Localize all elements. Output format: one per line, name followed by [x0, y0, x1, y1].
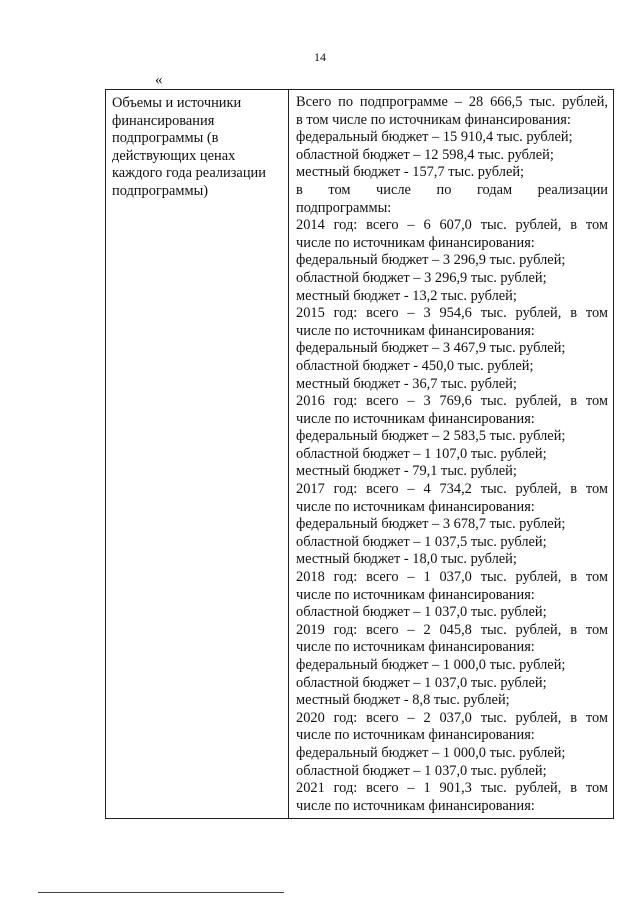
funding-line: областной бюджет – 1 037,5 тыс. рублей;	[296, 533, 547, 550]
funding-line: 2015 год: всего – 3 954,6 тыс. рублей, в том	[296, 305, 608, 322]
funding-line: областной бюджет – 1 037,0 тыс. рублей;	[296, 674, 547, 691]
label-line: каждого года реализации	[112, 165, 266, 182]
funding-line: числе по источникам финансирования:	[296, 797, 535, 814]
funding-line: федеральный бюджет – 3 296,9 тыс. рублей;	[296, 252, 566, 269]
funding-line: числе по источникам финансирования:	[296, 586, 535, 603]
funding-line: 2019 год: всего – 2 045,8 тыс. рублей, в том	[296, 621, 608, 638]
funding-line: федеральный бюджет – 1 000,0 тыс. рублей;	[296, 744, 566, 761]
funding-line: числе по источникам финансирования:	[296, 727, 535, 744]
funding-line: числе по источникам финансирования:	[296, 234, 535, 251]
funding-line: в том числе по годам реализации	[296, 181, 608, 198]
funding-line: местный бюджет - 79,1 тыс. рублей;	[296, 463, 517, 480]
funding-line: местный бюджет - 13,2 тыс. рублей;	[296, 287, 517, 304]
funding-line: 2020 год: всего – 2 037,0 тыс. рублей, в том	[296, 709, 608, 726]
funding-line: областной бюджет – 1 037,0 тыс. рублей;	[296, 762, 547, 779]
funding-line: числе по источникам финансирования:	[296, 322, 535, 339]
funding-line: федеральный бюджет – 1 000,0 тыс. рублей;	[296, 657, 566, 673]
table-value-cell	[289, 90, 613, 818]
label-line: действующих ценах	[112, 147, 236, 164]
funding-line: 2021 год: всего – 1 901,3 тыс. рублей, в том	[296, 780, 608, 797]
funding-line: местный бюджет - 18,0 тыс. рублей;	[296, 551, 517, 568]
funding-line: 2018 год: всего – 1 037,0 тыс. рублей, в том	[296, 569, 608, 586]
funding-line: федеральный бюджет – 2 583,5 тыс. рублей;	[296, 428, 566, 445]
funding-line: областной бюджет – 1 107,0 тыс. рублей;	[296, 445, 547, 462]
footnote-divider	[38, 892, 284, 893]
funding-line: 2016 год: всего – 3 769,6 тыс. рублей, в том	[296, 393, 608, 410]
funding-line: числе по источникам финансирования:	[296, 410, 535, 427]
opening-quote-mark: «	[155, 72, 163, 88]
funding-line: подпрограммы:	[296, 199, 392, 216]
label-line: подпрограммы (в	[112, 130, 219, 147]
table-label-cell	[106, 90, 289, 818]
funding-line: местный бюджет - 157,7 тыс. рублей;	[296, 164, 525, 181]
funding-line: числе по источникам финансирования:	[296, 639, 535, 656]
page-number: 14	[314, 50, 326, 64]
funding-line: 2017 год: всего – 4 734,2 тыс. рублей, в том	[296, 481, 608, 498]
funding-line: областной бюджет – 3 296,9 тыс. рублей;	[296, 269, 547, 286]
funding-line: Всего по подпрограмме – 28 666,5 тыс. рублей,	[296, 94, 608, 110]
funding-line: федеральный бюджет – 15 910,4 тыс. рублей;	[296, 129, 573, 146]
label-line: финансирования	[112, 112, 215, 129]
funding-line: местный бюджет - 8,8 тыс. рублей;	[296, 692, 510, 709]
funding-line: областной бюджет – 12 598,4 тыс. рублей;	[296, 146, 554, 163]
funding-line: 2014 год: всего – 6 607,0 тыс. рублей, в том	[296, 217, 608, 234]
label-line: подпрограммы)	[112, 182, 209, 199]
funding-line: областной бюджет – 1 037,0 тыс. рублей;	[296, 604, 547, 621]
funding-line: в том числе по источникам финансирования:	[296, 111, 571, 128]
funding-line: федеральный бюджет – 3 678,7 тыс. рублей;	[296, 516, 566, 533]
funding-line: областной бюджет - 450,0 тыс. рублей;	[296, 357, 534, 374]
funding-line: числе по источникам финансирования:	[296, 498, 535, 515]
funding-line: местный бюджет - 36,7 тыс. рублей;	[296, 375, 517, 392]
funding-line: федеральный бюджет – 3 467,9 тыс. рублей;	[296, 340, 566, 357]
financing-table	[105, 89, 614, 819]
label-line: Объемы и источники	[112, 95, 242, 111]
